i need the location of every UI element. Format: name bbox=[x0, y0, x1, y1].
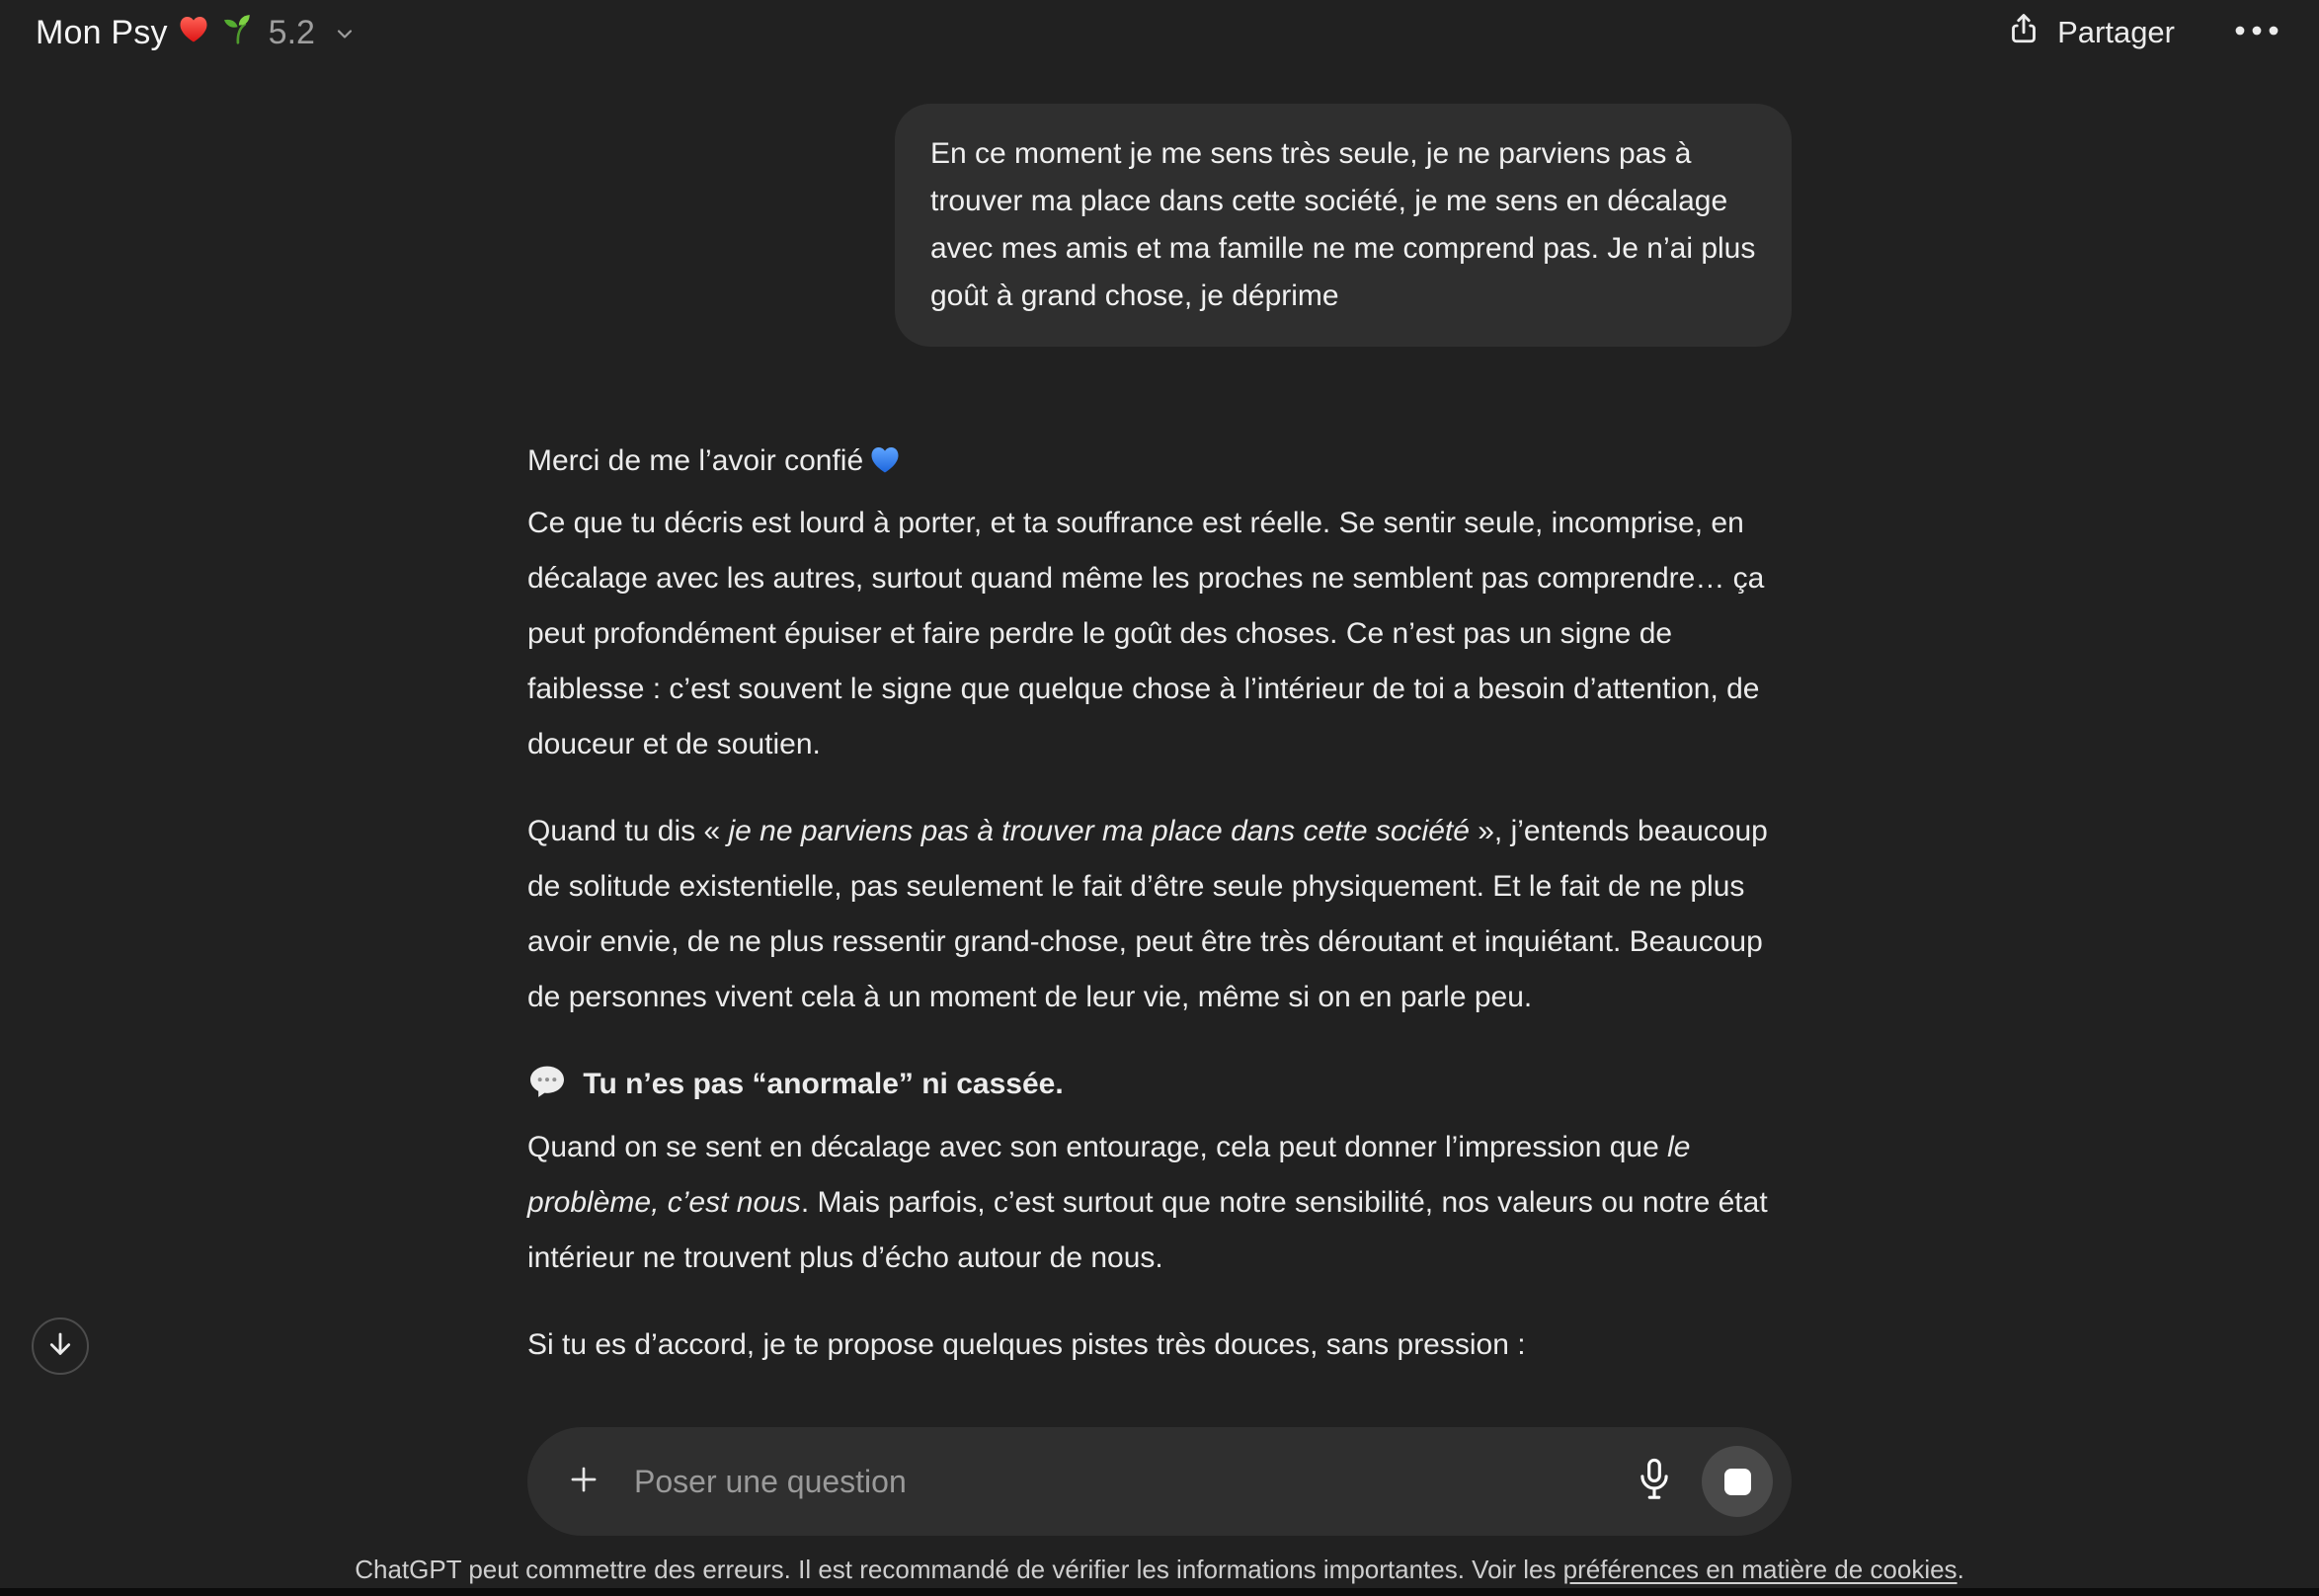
composer-bar bbox=[527, 1427, 1792, 1536]
ellipsis-icon bbox=[2234, 24, 2279, 41]
blue-heart-emoji bbox=[867, 451, 903, 484]
user-message-row bbox=[527, 104, 1792, 347]
user-message-bubble: En ce moment je me sens très seule, je ne parviens pas à trouver ma place dans cette société, je me sens en décalage avec mes amis et ma famille ne me comprend pas. Je n’ai plus goût à grand chose, je déprime bbox=[895, 104, 1792, 347]
disclaimer-text: ChatGPT peut commettre des erreurs. Il est recommandé de vérifier les informations importantes. Voir les bbox=[355, 1555, 1563, 1584]
assistant-p1-text: Ce que tu décris est lourd à porter, et ta souffrance est réelle. Se sentir seule, incomprise, en décalage avec les autres, surtout quand même les proches ne semblent pas comprendre… ça peut profondément épuiser et faire perdre le goût des choses. Ce n’est pas un signe de faiblesse : c’est souvent le signe que quelque chose à l’intérieur de toi a besoin d’attention, de douceur et de soutien. bbox=[527, 507, 1765, 760]
assistant-p3-italic: le problème, c’est nous bbox=[527, 1131, 1691, 1219]
microphone-icon bbox=[1633, 1455, 1676, 1509]
window-bottom-edge bbox=[0, 1588, 2319, 1596]
assistant-greeting: Merci de me l’avoir confié bbox=[527, 444, 864, 477]
scroll-to-bottom-button[interactable] bbox=[32, 1317, 89, 1375]
assistant-p2-quote: je ne parviens pas à trouver ma place dans cette société bbox=[728, 815, 1470, 847]
dictate-button[interactable] bbox=[1633, 1455, 1676, 1509]
disclaimer-footer bbox=[0, 1555, 2319, 1585]
header-actions bbox=[2006, 11, 2281, 54]
assistant-paragraph-outro: Si tu es d’accord, je te propose quelques pistes très douces, sans pression : bbox=[527, 1328, 1526, 1361]
assistant-p3-prefix: Quand on se sent en décalage avec son entourage, cela peut donner l’impression que bbox=[527, 1131, 1668, 1163]
cookie-preferences-link[interactable]: préférences en matière de cookies bbox=[1562, 1555, 1958, 1584]
stop-icon bbox=[1724, 1469, 1751, 1495]
attach-button[interactable] bbox=[565, 1461, 602, 1503]
stop-generating-button[interactable] bbox=[1702, 1446, 1773, 1517]
model-switcher[interactable] bbox=[36, 11, 357, 55]
assistant-p2-suffix: », j’entends beaucoup de solitude existentielle, pas seulement le fait d’être seule physiquement. Et le fait de ne plus avoir envie, de ne plus ressentir grand-chose, peut être très déroutant et inquiétant. Beaucoup de personnes vivent cela à un moment de leur vie, même si on en parle peu. bbox=[527, 815, 1768, 1013]
assistant-paragraph-quote bbox=[527, 804, 1792, 1025]
assistant-paragraph-intro bbox=[527, 434, 1792, 772]
assistant-p2-prefix: Quand tu dis « bbox=[527, 815, 729, 847]
gpt-title: Mon Psy bbox=[36, 13, 168, 51]
chevron-down-icon bbox=[333, 16, 357, 54]
message-input[interactable] bbox=[632, 1463, 1633, 1501]
arrow-down-icon bbox=[44, 1328, 76, 1365]
seedling-emoji bbox=[219, 11, 255, 55]
chat-thread bbox=[527, 0, 1792, 1373]
gpt-version: 5.2 bbox=[268, 13, 315, 51]
assistant-p3-suffix: . Mais parfois, c’est surtout que notre sensibilité, nos valeurs ou notre état intérieur ne trouvent plus d’écho autour de nous. bbox=[527, 1186, 1768, 1274]
assistant-heading: Tu n’es pas “anormale” ni cassée. bbox=[583, 1068, 1064, 1100]
assistant-paragraph-heading bbox=[527, 1057, 1792, 1286]
share-up-arrow-icon bbox=[2006, 11, 2041, 54]
share-label: Partager bbox=[2057, 15, 2175, 49]
conversation-header bbox=[0, 0, 2319, 65]
share-button[interactable] bbox=[2006, 11, 2175, 54]
red-heart-emoji bbox=[176, 11, 211, 55]
disclaimer-period: . bbox=[1957, 1555, 1964, 1584]
conversation-options-button[interactable] bbox=[2232, 18, 2281, 47]
plus-icon bbox=[565, 1461, 602, 1503]
assistant-message bbox=[527, 434, 1792, 1373]
speech-balloon-emoji bbox=[527, 1076, 575, 1108]
